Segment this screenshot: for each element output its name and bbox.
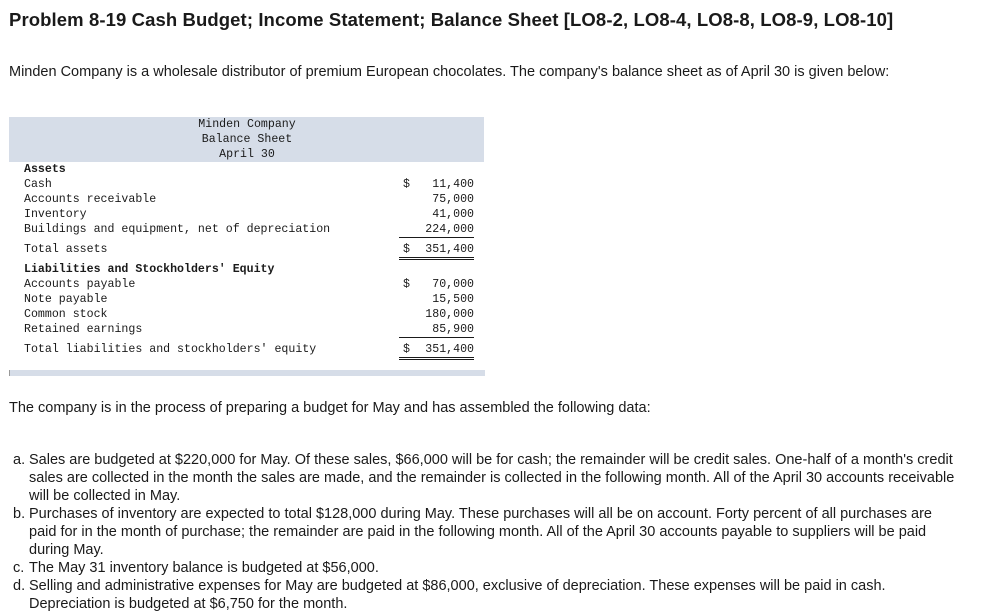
- table-footer-bar: [9, 370, 485, 376]
- item-marker: a.: [13, 452, 26, 468]
- total-assets-row: [9, 242, 484, 257]
- statement-name: Balance Sheet: [201, 133, 293, 146]
- table-row: [9, 292, 484, 307]
- total-value: 351,400: [399, 242, 474, 260]
- item-marker: d.: [13, 578, 26, 594]
- row-label: Retained earnings: [24, 323, 143, 336]
- list-item: [13, 505, 958, 559]
- item-marker: c.: [13, 560, 25, 576]
- table-row: [9, 222, 484, 237]
- row-value: 11,400: [432, 178, 474, 191]
- dollar-sign: $: [403, 278, 410, 291]
- table-row: [9, 177, 484, 192]
- budget-data-list: [13, 451, 958, 613]
- total-value: 351,400: [399, 342, 474, 360]
- statement-date: April 30: [219, 148, 275, 161]
- row-label: Cash: [24, 178, 52, 191]
- row-label: Note payable: [24, 293, 108, 306]
- balance-sheet-header: [9, 117, 484, 162]
- row-label: Buildings and equipment, net of depreciation: [24, 223, 331, 236]
- list-item: [13, 559, 958, 577]
- dollar-sign: $: [403, 243, 410, 256]
- row-value: 75,000: [432, 193, 474, 206]
- list-item: [13, 451, 958, 505]
- row-value: 180,000: [425, 308, 474, 321]
- assets-heading-row: [9, 162, 484, 177]
- row-value: 70,000: [432, 278, 474, 291]
- row-value: 224,000: [399, 222, 474, 238]
- row-label: Total liabilities and stockholders' equity: [24, 343, 317, 356]
- row-value: 15,500: [432, 293, 474, 306]
- item-text: The May 31 inventory balance is budgeted at $56,000.: [29, 560, 379, 576]
- table-row: [9, 307, 484, 322]
- table-row: [9, 322, 484, 337]
- balance-sheet-table: [9, 117, 484, 377]
- row-label: Inventory: [24, 208, 87, 221]
- list-item: [13, 577, 958, 613]
- section-heading: Liabilities and Stockholders' Equity: [24, 263, 275, 276]
- item-text: Selling and administrative expenses for May are budgeted at $86,000, exclusive of depreciation. These expenses will be paid in cash. Depreciation is budgeted at $6,750 for the month.: [29, 578, 886, 612]
- section-heading: Assets: [24, 163, 66, 176]
- row-label: Accounts receivable: [24, 193, 157, 206]
- dollar-sign: $: [403, 343, 410, 356]
- row-label: Total assets: [24, 243, 108, 256]
- row-label: Common stock: [24, 308, 108, 321]
- liabilities-heading-row: [9, 262, 484, 277]
- row-label: Accounts payable: [24, 278, 136, 291]
- table-row: [9, 192, 484, 207]
- table-row: [9, 277, 484, 292]
- item-text: Sales are budgeted at $220,000 for May. Of these sales, $66,000 will be for cash; the remainder will be credit sales. One-half of a month's credit sales are collected in the month the sales are made, and the remainder is collected in the following month. All of the April 30 accounts receivable will be collected in May.: [29, 452, 955, 504]
- total-liabilities-row: [9, 342, 484, 357]
- item-text: Purchases of inventory are expected to total $128,000 during May. These purchases will all be on account. Forty percent of all purchases are paid for in the month of purchase; the remainder are paid in the following month. All of the April 30 accounts payable to suppliers will be paid during May.: [29, 506, 933, 558]
- row-value: 85,900: [399, 322, 474, 338]
- item-marker: b.: [13, 506, 26, 522]
- data-intro-text: The company is in the process of preparing a budget for May and has assembled the following data:: [9, 400, 651, 416]
- dollar-sign: $: [403, 178, 410, 191]
- problem-title: Problem 8-19 Cash Budget; Income Statement; Balance Sheet [LO8-2, LO8-4, LO8-8, LO8-9, LO8-10]: [9, 9, 894, 30]
- row-value: 41,000: [432, 208, 474, 221]
- company-name: Minden Company: [198, 118, 296, 131]
- intro-text: Minden Company is a wholesale distributor of premium European chocolates. The company's balance sheet as of April 30 is given below:: [9, 64, 890, 80]
- table-row: [9, 207, 484, 222]
